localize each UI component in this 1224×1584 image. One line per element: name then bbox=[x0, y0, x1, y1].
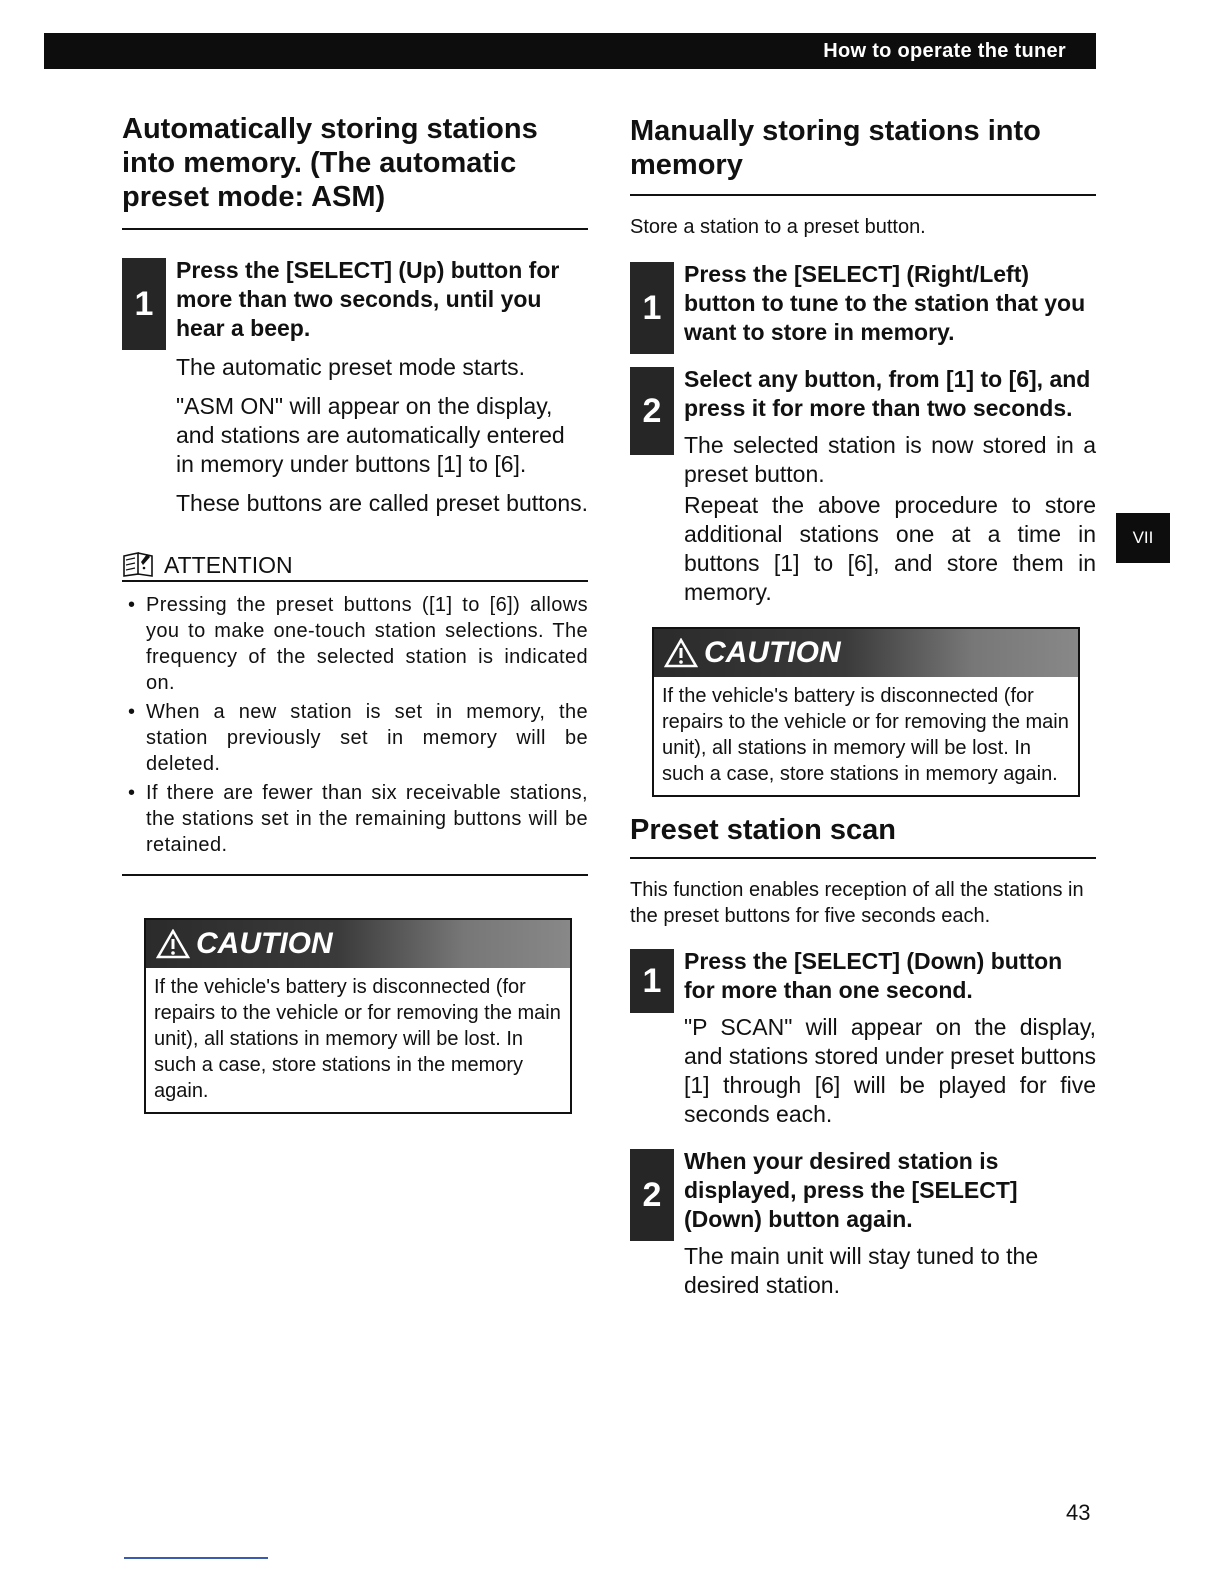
step-text: The selected station is now stored in a preset button. bbox=[684, 432, 1096, 487]
step-number-badge: 2 bbox=[630, 1149, 674, 1241]
header-title: How to operate the tuner bbox=[823, 40, 1066, 62]
caution-label: CAUTION bbox=[704, 636, 841, 669]
caution-box bbox=[144, 918, 572, 1114]
warning-triangle-icon bbox=[156, 929, 190, 959]
step-text: "P SCAN" will appear on the display, and stations stored under preset buttons [1] through [6] will be played for five seconds each. bbox=[684, 1014, 1096, 1127]
step-title: Press the [SELECT] (Up) button for more than two seconds, until you hear a beep. bbox=[176, 257, 560, 341]
caution-header bbox=[654, 629, 1078, 677]
scan-step-1 bbox=[630, 947, 1096, 1129]
right-column bbox=[630, 114, 1096, 1300]
step-text: Repeat the above procedure to store additional stations one at a time in buttons [1] to [6], and store them in memory. bbox=[684, 492, 1096, 605]
manual-intro: Store a station to a preset button. bbox=[630, 216, 926, 238]
section-tab: VII bbox=[1116, 513, 1170, 563]
step-number-badge: 1 bbox=[630, 262, 674, 354]
heading-rule bbox=[630, 857, 1096, 859]
manual-step-2 bbox=[630, 365, 1096, 607]
heading-rule bbox=[122, 228, 588, 230]
attention-end-rule bbox=[122, 874, 588, 876]
attention-list bbox=[122, 592, 588, 858]
step-title: When your desired station is displayed, press the [SELECT] (Down) button again. bbox=[684, 1148, 1018, 1232]
scan-intro: This function enables reception of all the stations in the preset buttons for five seconds each. bbox=[630, 879, 1084, 927]
book-note-icon bbox=[122, 548, 158, 578]
header-bar bbox=[44, 33, 1096, 69]
manual-step-1 bbox=[630, 260, 1096, 347]
caution-text: If the vehicle's battery is disconnected (for repairs to the vehicle or for removing the main unit), all stations in memory will be lost. In such a case, store stations in the memory again. bbox=[154, 976, 561, 1102]
step-title: Press the [SELECT] (Right/Left) button to tune to the station that you want to store in memory. bbox=[684, 261, 1086, 345]
caution-box bbox=[652, 627, 1080, 797]
step-text: The main unit will stay tuned to the desired station. bbox=[684, 1243, 1039, 1298]
scan-step-2 bbox=[630, 1147, 1096, 1300]
step-text: These buttons are called preset buttons. bbox=[176, 490, 588, 516]
caution-text: If the vehicle's battery is disconnected (for repairs to the vehicle or for removing the main unit), all stations in memory will be lost. In such a case, store stations in memory again. bbox=[662, 685, 1069, 785]
step-number-badge: 1 bbox=[630, 949, 674, 1013]
step-number-badge: 2 bbox=[630, 367, 674, 455]
warning-triangle-icon bbox=[664, 638, 698, 668]
asm-heading: Automatically storing stations into memory. (The automatic preset mode: ASM) bbox=[122, 113, 538, 213]
caution-label: CAUTION bbox=[196, 927, 333, 960]
attention-header bbox=[122, 548, 588, 582]
page-number: 43 bbox=[1066, 1500, 1091, 1525]
step-title: Select any button, from [1] to [6], and press it for more than two seconds. bbox=[684, 366, 1091, 421]
footer-line bbox=[124, 1557, 268, 1559]
left-column bbox=[122, 112, 588, 1114]
step-number-badge: 1 bbox=[122, 258, 166, 350]
attention-block bbox=[122, 548, 588, 876]
caution-header bbox=[146, 920, 570, 968]
attention-label: ATTENTION bbox=[164, 552, 293, 578]
step-title: Press the [SELECT] (Down) button for more than one second. bbox=[684, 948, 1063, 1003]
heading-rule bbox=[630, 194, 1096, 196]
step-text: The automatic preset mode starts. bbox=[176, 354, 525, 380]
manual-heading: Manually storing stations into memory bbox=[630, 115, 1041, 181]
asm-step-1 bbox=[122, 256, 588, 518]
list-item: • Pressing the preset buttons ([1] to [6]) allows you to make one-touch station selections. The frequency of the selected station is indicated on. bbox=[122, 592, 588, 696]
list-item: • If there are fewer than six receivable stations, the stations set in the remaining buttons will be retained. bbox=[122, 780, 588, 858]
step-text: "ASM ON" will appear on the display, and stations are automatically entered in memory under buttons [1] to [6]. bbox=[176, 393, 565, 477]
list-item: • When a new station is set in memory, the station previously set in memory will be deleted. bbox=[122, 699, 588, 777]
scan-heading: Preset station scan bbox=[630, 814, 896, 846]
